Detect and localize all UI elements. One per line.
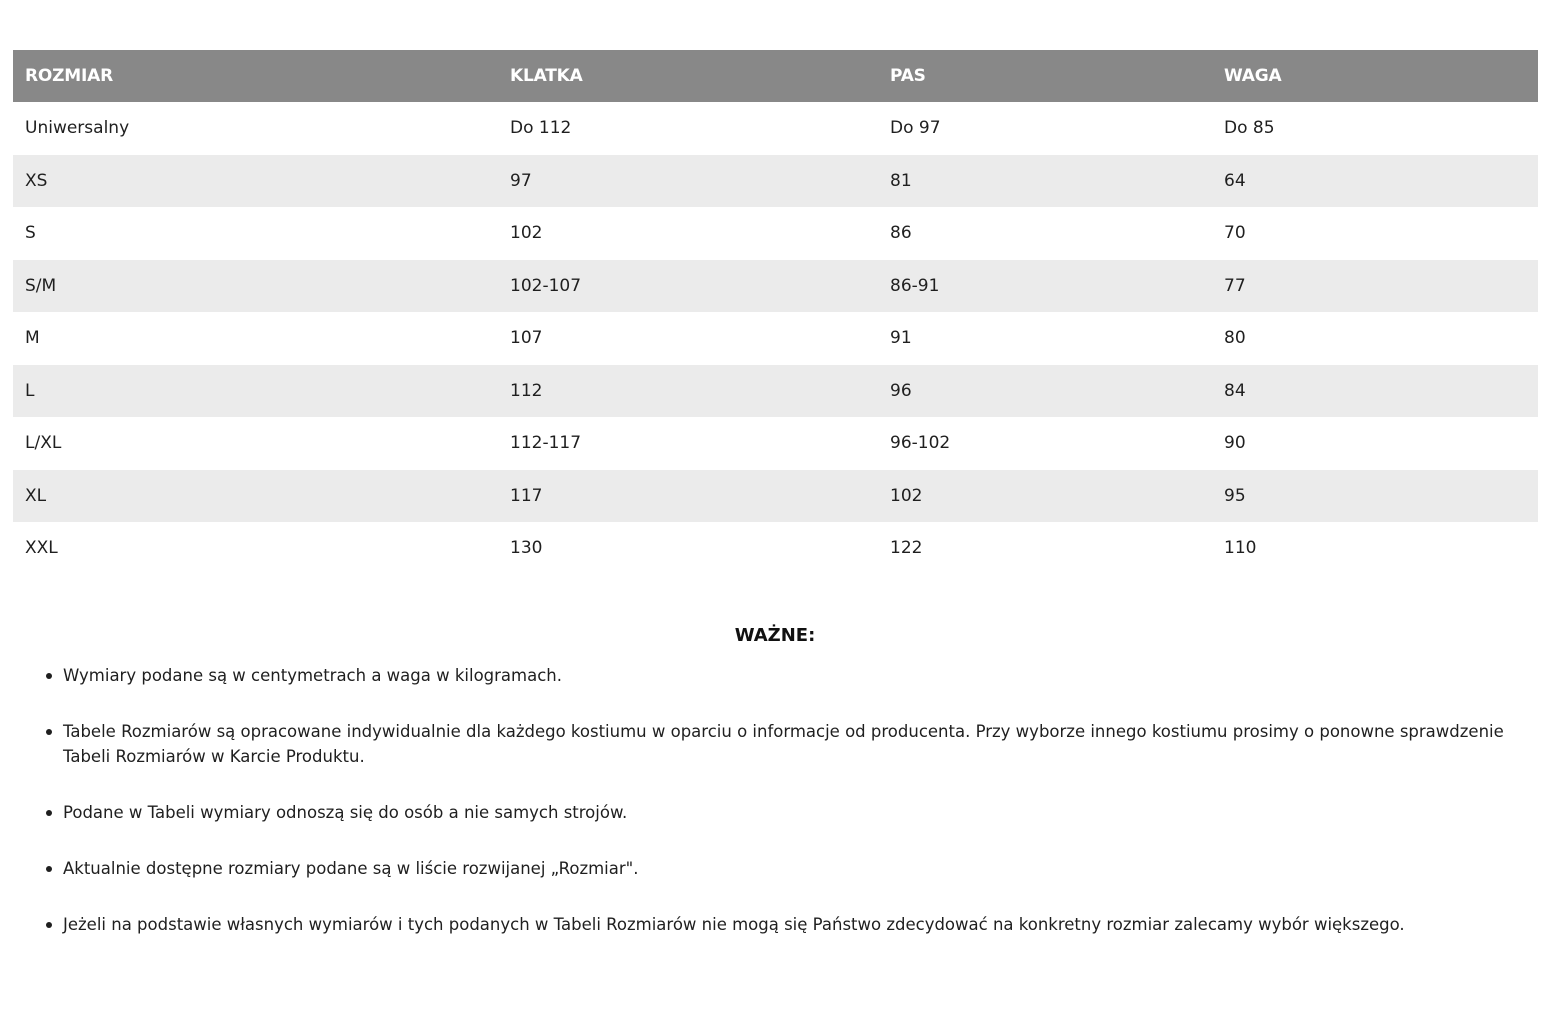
table-row [13,365,1538,418]
note-text: Podane w Tabeli wymiary odnoszą się do osób a nie samych strojów. [63,803,628,822]
bullet-icon [46,673,52,679]
table-row [13,417,1538,470]
cell-waga: 90 [1224,433,1246,454]
table-row [13,102,1538,155]
list-item [46,800,1506,825]
cell-klatka: 112-117 [510,433,582,454]
note-text: Aktualnie dostępne rozmiary podane są w liście rozwijanej „Rozmiar". [63,859,639,878]
note-text: Tabele Rozmiarów są opracowane indywidualnie dla każdego kostiumu w oparciu o informacje od producenta. Przy wyborze innego kostiumu prosimy o ponowne sprawdzenie Tabeli Rozmiarów w Karcie Produktu. [63,722,1504,766]
note-text: Wymiary podane są w centymetrach a waga w kilogramach. [63,666,563,685]
cell-waga: 64 [1224,170,1246,191]
bullet-icon [46,866,52,872]
cell-pas: 102 [890,485,923,506]
cell-waga: 80 [1224,328,1246,349]
cell-rozmiar: L [25,380,35,401]
important-notes-list [46,663,1506,968]
cell-rozmiar: M [25,328,40,349]
cell-rozmiar: S [25,223,36,244]
cell-klatka: 97 [510,170,532,191]
cell-pas: 91 [890,328,912,349]
bullet-icon [46,922,52,928]
cell-klatka: 117 [510,485,543,506]
list-item [46,912,1506,937]
cell-rozmiar: S/M [25,275,57,296]
note-text: Jeżeli na podstawie własnych wymiarów i tych podanych w Tabeli Rozmiarów nie mogą się Państwo zdecydować na konkretny rozmiar zalecamy wybór większego. [63,915,1405,934]
table-row [13,522,1538,575]
cell-waga: 84 [1224,380,1246,401]
cell-rozmiar: XL [25,485,47,506]
important-heading: WAŻNE: [734,625,816,646]
cell-pas: Do 97 [890,118,941,139]
list-item [46,719,1506,769]
cell-klatka: 107 [510,328,543,349]
cell-klatka: 102 [510,223,543,244]
header-rozmiar: ROZMIAR [25,66,113,86]
cell-rozmiar: XXL [25,538,58,559]
cell-pas: 96-102 [890,433,951,454]
cell-rozmiar: Uniwersalny [25,118,130,139]
cell-klatka: 112 [510,380,543,401]
cell-klatka: Do 112 [510,118,572,139]
size-table [13,50,1538,575]
table-row [13,260,1538,313]
table-header-row [13,50,1538,102]
cell-pas: 96 [890,380,912,401]
cell-rozmiar: L/XL [25,433,62,454]
cell-klatka: 130 [510,538,543,559]
list-item [46,856,1506,881]
cell-pas: 81 [890,170,912,191]
table-row [13,155,1538,208]
table-row [13,470,1538,523]
cell-waga: 70 [1224,223,1246,244]
table-row [13,312,1538,365]
cell-klatka: 102-107 [510,275,582,296]
cell-pas: 122 [890,538,923,559]
cell-waga: Do 85 [1224,118,1275,139]
bullet-icon [46,810,52,816]
list-item [46,663,1506,688]
cell-waga: 110 [1224,538,1257,559]
cell-rozmiar: XS [25,170,48,191]
header-klatka: KLATKA [510,66,583,86]
cell-waga: 77 [1224,275,1246,296]
header-waga: WAGA [1224,66,1282,86]
table-row [13,207,1538,260]
cell-pas: 86-91 [890,275,940,296]
cell-waga: 95 [1224,485,1246,506]
cell-pas: 86 [890,223,912,244]
header-pas: PAS [890,66,926,86]
bullet-icon [46,729,52,735]
